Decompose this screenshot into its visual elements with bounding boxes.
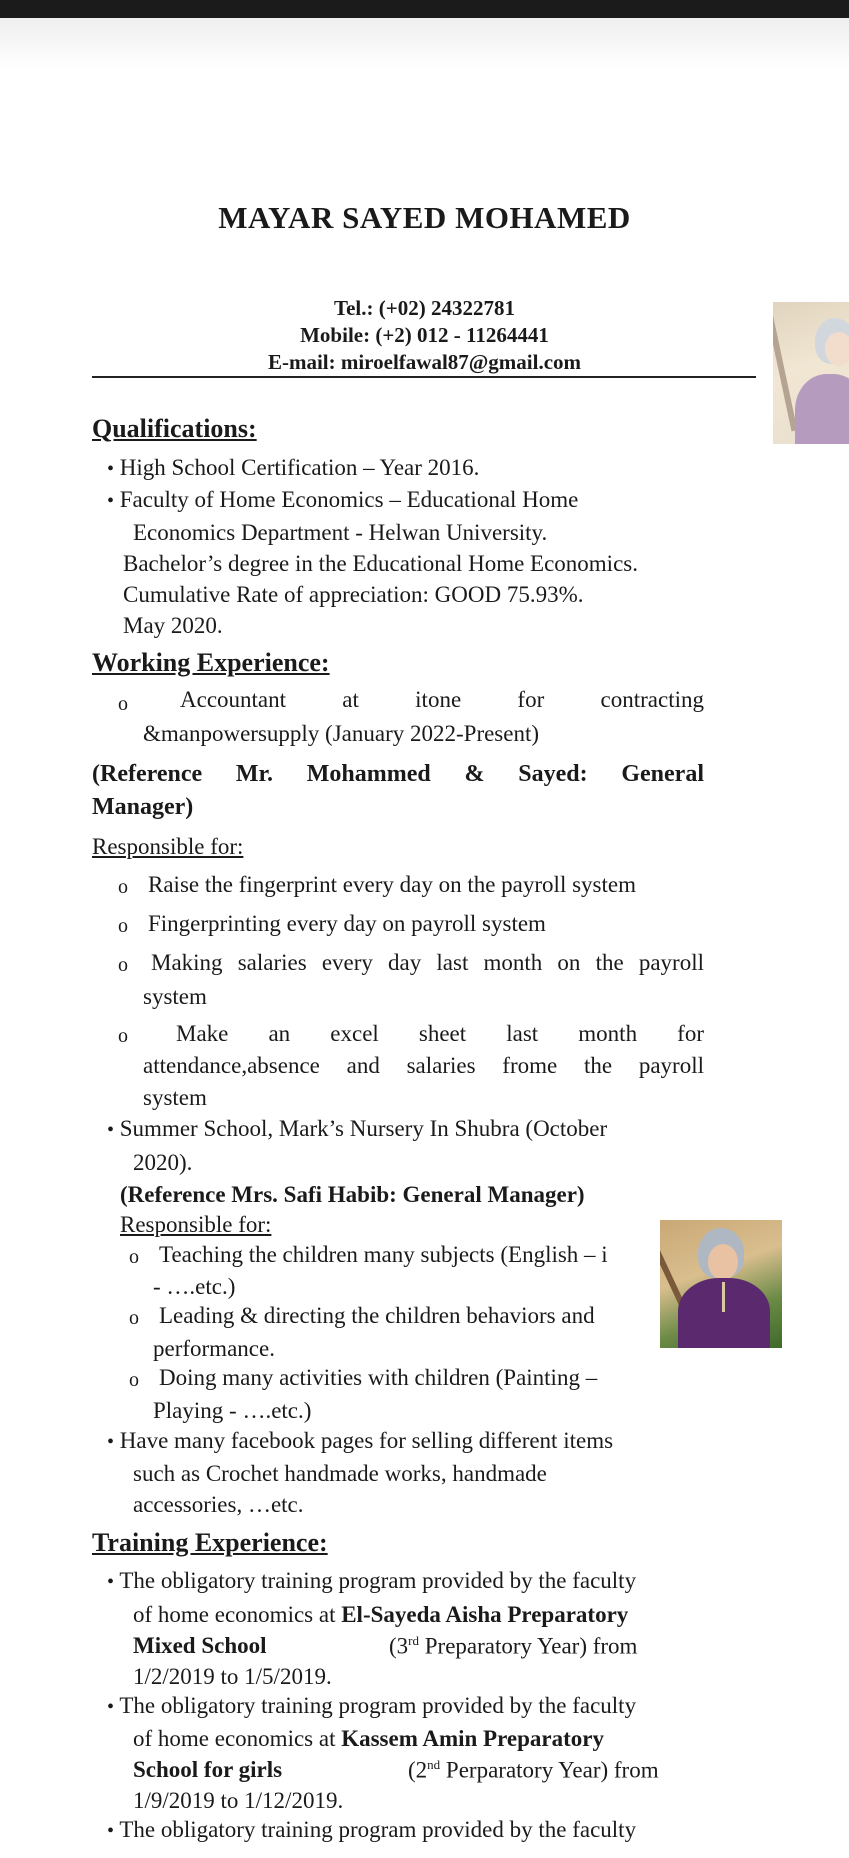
bullet-icon: • <box>107 1119 115 1141</box>
training-item-year: (3rd Preparatory Year) from <box>389 1633 638 1659</box>
contact-tel: Tel.: (+02) 24322781 <box>334 296 515 320</box>
circle-bullet-icon: o <box>118 1025 128 1047</box>
viewer-header <box>0 18 849 70</box>
job-accountant: Accountant at itone for contracting <box>180 687 704 712</box>
contact-email: E-mail: miroelfawal87@gmail.com <box>267 350 582 374</box>
duty-item-continued: Playing - ….etc.) <box>153 1398 312 1423</box>
qualifications-heading: Qualifications: <box>92 414 257 443</box>
circle-bullet-icon: o <box>118 693 128 715</box>
status-bar <box>0 0 849 18</box>
circle-bullet-icon: o <box>118 915 128 937</box>
job-facebook-pages-continued: such as Crochet handmade works, handmade <box>133 1461 547 1486</box>
duty-item-continued: attendance,absence and salaries frome the payroll <box>143 1053 704 1078</box>
training-item-school: School for girls <box>133 1757 283 1782</box>
bullet-icon: • <box>107 1820 115 1842</box>
duty-item: Doing many activities with children (Painting – <box>159 1365 598 1390</box>
graduation-date-text: May 2020. <box>123 613 223 638</box>
job-accountant-continued: &manpowersupply (January 2022-Present) <box>143 721 540 746</box>
qualification-item: • Faculty of Home Economics – Educational Home <box>107 487 579 512</box>
circle-bullet-icon: o <box>118 876 128 898</box>
training-item-continued: of home economics at Kassem Amin Preparatory <box>133 1726 604 1751</box>
duty-item-continued: system <box>143 984 207 1009</box>
duty-item: Make an excel sheet last month for <box>176 1021 704 1046</box>
working-experience-heading: Working Experience: <box>92 648 330 677</box>
training-item-dates: 1/9/2019 to 1/12/2019. <box>133 1788 344 1813</box>
bullet-icon: • <box>107 458 115 480</box>
job-facebook-pages-continued: accessories, …etc. <box>133 1492 304 1517</box>
duty-item: Fingerprinting every day on payroll system <box>148 911 546 936</box>
training-item-dates: 1/2/2019 to 1/5/2019. <box>133 1664 332 1689</box>
bullet-icon: • <box>107 490 115 512</box>
bullet-icon: • <box>107 1696 115 1718</box>
cv-name: MAYAR SAYED MOHAMED <box>218 200 631 235</box>
circle-bullet-icon: o <box>118 954 128 976</box>
profile-photo <box>660 1220 782 1348</box>
training-experience-heading: Training Experience: <box>92 1528 328 1557</box>
degree-text: Bachelor’s degree in the Educational Home Economics. <box>123 551 638 576</box>
reference-1-continued: Manager) <box>92 794 194 820</box>
job-summer-school: • Summer School, Mark’s Nursery In Shubra (October <box>107 1116 608 1141</box>
cumulative-rate-text: Cumulative Rate of appreciation: GOOD 75.93%. <box>123 582 584 607</box>
contact-mobile: Mobile: (+2) 012 - 11264441 <box>300 323 549 347</box>
profile-photo-faded <box>773 302 849 444</box>
duty-item: Teaching the children many subjects (English – i <box>159 1242 608 1267</box>
responsible-for-label: Responsible for: <box>120 1212 272 1237</box>
reference-2: (Reference Mrs. Safi Habib: General Manager) <box>120 1182 585 1207</box>
reference-1: (Reference Mr. Mohammed & Sayed: General <box>92 761 704 787</box>
qualification-item: • High School Certification – Year 2016. <box>107 455 480 480</box>
job-summer-school-continued: 2020). <box>133 1150 193 1175</box>
header-divider <box>92 376 756 378</box>
bullet-icon: • <box>107 1571 115 1593</box>
duty-item-continued: performance. <box>153 1336 275 1361</box>
training-item: • The obligatory training program provided by the faculty <box>107 1693 637 1718</box>
circle-bullet-icon: o <box>129 1307 139 1329</box>
training-item: • The obligatory training program provided by the faculty <box>107 1568 637 1593</box>
training-item-continued: of home economics at El-Sayeda Aisha Preparatory <box>133 1602 629 1627</box>
training-item: • The obligatory training program provided by the faculty <box>107 1817 637 1842</box>
duty-item-continued: system <box>143 1085 207 1110</box>
bullet-icon: • <box>107 1431 115 1453</box>
circle-bullet-icon: o <box>129 1246 139 1268</box>
training-item-school: Mixed School <box>133 1633 267 1658</box>
duty-item-continued: - ….etc.) <box>153 1274 236 1299</box>
training-item-year: (2nd Perparatory Year) from <box>408 1757 659 1783</box>
responsible-for-label: Responsible for: <box>92 834 244 859</box>
duty-item: Making salaries every day last month on the payroll <box>151 950 704 975</box>
duty-item: Raise the fingerprint every day on the payroll system <box>148 872 636 897</box>
qualification-item-continued: Economics Department - Helwan University. <box>133 520 548 545</box>
circle-bullet-icon: o <box>129 1369 139 1391</box>
duty-item: Leading & directing the children behaviors and <box>159 1303 595 1328</box>
job-facebook-pages: • Have many facebook pages for selling different items <box>107 1428 614 1453</box>
